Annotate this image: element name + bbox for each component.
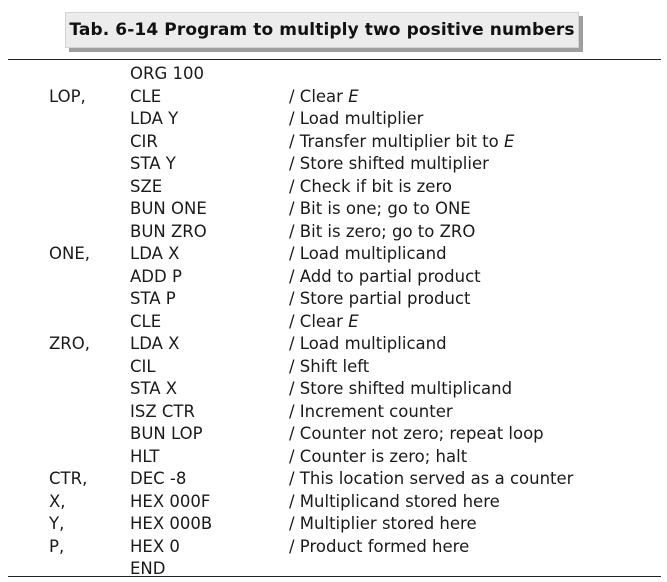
table-title: Tab. 6-14 Program to multiply two positive numbers [69, 20, 575, 40]
comment-text: / Check if bit is zero [289, 176, 452, 196]
comment-text: / Store partial product [289, 289, 471, 308]
table-caption [65, 12, 579, 48]
line-instruction: BUN LOP [130, 424, 203, 443]
program-line [0, 558, 667, 581]
program-line [0, 491, 667, 514]
comment-text: / Load multiplier [289, 109, 424, 128]
line-comment [289, 333, 447, 356]
program-line [0, 176, 667, 199]
comment-register-var: E [348, 86, 359, 106]
line-comment [289, 311, 359, 334]
line-comment [289, 401, 453, 424]
program-line [0, 401, 667, 424]
program-line [0, 153, 667, 176]
line-comment [289, 221, 475, 244]
comment-text: / Load multiplicand [289, 334, 447, 353]
line-comment [289, 153, 489, 176]
comment-text: / Increment counter [289, 401, 453, 421]
comment-text: / This location served as a counter [289, 469, 574, 488]
program-line [0, 63, 667, 86]
line-instruction: HEX 000B [130, 514, 213, 533]
line-instruction: ADD P [130, 266, 182, 286]
line-instruction: SZE [130, 176, 163, 196]
comment-text: / Shift left [289, 356, 370, 376]
program-line [0, 333, 667, 356]
comment-text: / Counter is zero; halt [289, 446, 468, 466]
line-comment [289, 423, 544, 446]
line-instruction: ISZ CTR [130, 401, 195, 421]
line-instruction: LDA X [130, 244, 180, 263]
comment-text: / Clear [289, 311, 349, 331]
program-line [0, 311, 667, 334]
program-listing [0, 63, 667, 581]
line-label: CTR, [49, 469, 88, 488]
line-instruction: HLT [130, 446, 160, 466]
line-instruction: CIR [130, 131, 158, 151]
line-comment [289, 131, 514, 154]
bottom-rule [8, 576, 661, 577]
comment-text: / Store shifted multiplicand [289, 379, 513, 398]
program-line [0, 266, 667, 289]
comment-text: / Clear [289, 86, 349, 106]
line-comment [289, 86, 359, 109]
program-line [0, 243, 667, 266]
line-comment [289, 446, 467, 469]
comment-text: / Add to partial product [289, 266, 481, 286]
line-label: Y, [49, 514, 65, 533]
program-line [0, 513, 667, 536]
line-comment [289, 513, 477, 536]
program-line [0, 423, 667, 446]
comment-text: / Transfer multiplier bit to [289, 131, 504, 151]
program-line [0, 221, 667, 244]
line-comment [289, 491, 500, 514]
line-label: P, [49, 536, 65, 556]
line-instruction: STA P [130, 289, 176, 308]
line-instruction: LDA Y [130, 109, 179, 128]
line-instruction: STA Y [130, 154, 176, 173]
line-comment [289, 468, 573, 491]
program-line [0, 288, 667, 311]
line-comment [289, 198, 471, 221]
program-line [0, 536, 667, 559]
line-comment [289, 108, 423, 131]
line-label: ZRO, [49, 334, 91, 353]
comment-text: / Bit is one; go to ONE [289, 199, 471, 218]
line-instruction: CLE [130, 311, 162, 331]
line-comment [289, 243, 447, 266]
comment-text: / Counter not zero; repeat loop [289, 424, 544, 443]
comment-text: / Bit is zero; go to ZRO [289, 221, 476, 241]
line-instruction: CLE [130, 86, 162, 106]
line-instruction: DEC -8 [130, 469, 187, 488]
line-instruction: STA X [130, 379, 178, 398]
program-line [0, 86, 667, 109]
line-instruction: BUN ONE [130, 199, 207, 218]
program-line [0, 108, 667, 131]
line-label: ONE, [49, 244, 91, 263]
line-comment [289, 176, 452, 199]
line-comment [289, 266, 481, 289]
program-line [0, 356, 667, 379]
comment-text: / Store shifted multiplier [289, 154, 489, 173]
line-instruction: HEX 000F [130, 491, 211, 511]
line-instruction: END [130, 559, 166, 578]
program-line [0, 198, 667, 221]
line-label: LOP, [49, 86, 86, 106]
line-comment [289, 378, 512, 401]
line-comment [289, 536, 469, 559]
line-comment [289, 288, 470, 311]
comment-register-var: E [348, 311, 359, 331]
comment-register-var: E [503, 131, 515, 151]
top-rule [8, 59, 661, 60]
program-line [0, 131, 667, 154]
line-instruction: HEX 0 [130, 536, 180, 556]
line-comment [289, 356, 369, 379]
comment-text: / Load multiplicand [289, 244, 447, 263]
line-label: X, [49, 491, 66, 511]
line-instruction: BUN ZRO [130, 221, 207, 241]
comment-text: / Multiplicand stored here [289, 491, 500, 511]
line-instruction: ORG 100 [130, 64, 204, 83]
program-line [0, 468, 667, 491]
comment-text: / Product formed here [289, 536, 470, 556]
line-instruction: CIL [130, 356, 156, 376]
comment-text: / Multiplier stored here [289, 514, 477, 533]
line-instruction: LDA X [130, 334, 180, 353]
program-line [0, 378, 667, 401]
program-line [0, 446, 667, 469]
